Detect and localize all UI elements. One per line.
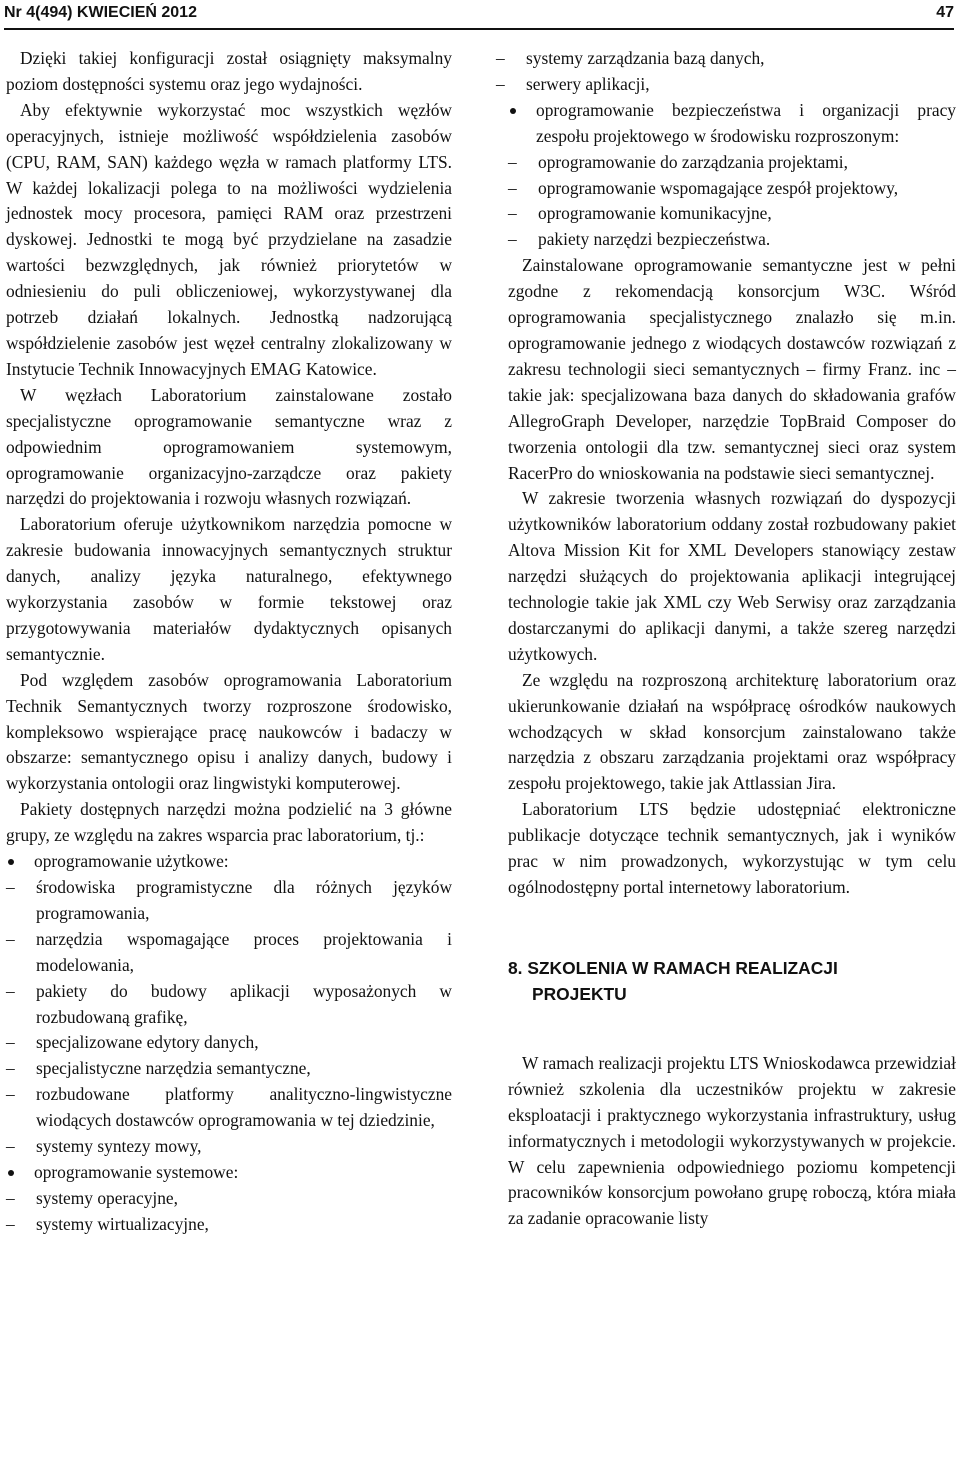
list-item-text: środowiska programistyczne dla różnych języków programowania, [36, 877, 452, 923]
dash-icon: – [6, 1187, 15, 1208]
dash-icon: – [6, 980, 15, 1001]
dash-icon: – [6, 1213, 15, 1234]
software-groups-list [6, 849, 452, 875]
left-column [6, 46, 452, 1238]
list-item [6, 1186, 452, 1212]
section-heading [508, 955, 956, 1007]
dash-icon: – [508, 151, 517, 172]
list-item-text: oprogramowanie komunikacyjne, [538, 203, 772, 224]
page-number: 47 [936, 4, 954, 21]
paragraph: Dzięki takiej konfiguracji został osiągnięty maksymalny poziom dostępności systemu oraz jego wydajności. [6, 48, 452, 94]
list-item [6, 1056, 452, 1082]
paragraph: Pakiety dostępnych narzędzi można podzielić na 3 główne grupy, ze względu na zakres wsparcia prac laboratorium, tj.: [6, 799, 452, 846]
list-item-text: pakiety narzędzi bezpieczeństwa. [538, 229, 771, 250]
list-item [508, 227, 956, 253]
dash-icon: – [6, 877, 15, 897]
page-header [0, 0, 960, 32]
bullet-icon [8, 1170, 14, 1176]
list-item [6, 927, 452, 979]
bullet-icon [8, 859, 14, 865]
list-item [6, 1082, 452, 1134]
bullet-label: oprogramowanie bezpieczeństwa i organizacji pracy zespołu projektowego w środowisku rozproszonym: [536, 99, 956, 146]
list-item [6, 1212, 452, 1238]
dash-icon: – [508, 203, 517, 224]
list-item-text: systemy wirtualizacyjne, [36, 1213, 209, 1234]
paragraph: Pod względem zasobów oprogramowania Laboratorium Technik Semantycznych tworzy rozproszone środowisko, kompleksowo wspierające pracę naukowców i badaczy w obszarze: semantycznego opisu i analizy danych, budowy i wykorzystania ontologii oraz lingwistyki komputerowej. [6, 669, 452, 794]
list-item [6, 979, 452, 1031]
list-item-text: serwery aplikacji, [526, 73, 650, 94]
software-groups-list [508, 98, 956, 150]
section-heading-line: PROJEKTU [532, 983, 627, 1004]
paragraph: W ramach realizacji projektu LTS Wnioskodawca przewidział również szkolenia dla uczestników projektu w zakresie eksploatacji i praktycznego wykorzystania infrastruktury, usług informatycznych i metodologii wykorzystywanych w projekcie. W celu zapewnienia odpowiedniego poziomu kompetencji pracowników konsorcjum powołano grupę roboczą, która miała za zadanie opracowanie listy [508, 1052, 956, 1229]
list-item [6, 1160, 452, 1186]
software-groups-list [6, 1160, 452, 1186]
paragraph: W węzłach Laboratorium zainstalowane zostało specjalistyczne oprogramowanie semantyczne wraz z odpowiednim oprogramowaniem systemowym, oprogramowanie organizacyjno-zarządcze oraz pakiety narzędzi do projektowania i rozwoju własnych rozwiązań. [6, 384, 452, 509]
paragraph: W zakresie tworzenia własnych rozwiązań do dyspozycji użytkowników laboratorium oddany został rozbudowany pakiet Altova Mission Kit for XML Developers stanowiący zestaw narzędzi służących do projektowania aplikacji integrującej technologie takie jak XML czy Web Serwisy oraz zarządzania dostarczanymi do aplikacji danymi, a także szereg narzędzi użytkowych. [508, 488, 956, 664]
issue-label: Nr 4(494) KWIECIEŃ 2012 [4, 4, 197, 21]
security-software-list [508, 150, 956, 254]
list-item-text: specjalizowane edytory danych, [36, 1032, 259, 1053]
system-software-list [6, 1186, 452, 1238]
paragraph: Ze względu na rozproszoną architekturę laboratorium oraz ukierunkowanie działań na współpracę ośrodków naukowych wchodzących w skład konsorcjum zainstalowano także narzędzia z obszaru zarządzania projektami oraz współpracy zespołu projektowego, takie jak Attlassian Jira. [508, 669, 956, 794]
list-item [6, 875, 452, 927]
system-software-list-continued [496, 46, 956, 98]
user-software-list [6, 875, 452, 1160]
dash-icon: – [6, 928, 15, 949]
section-heading-line: 8. SZKOLENIA W RAMACH REALIZACJI [508, 957, 838, 978]
paragraph: Laboratorium LTS będzie udostępniać elektroniczne publikacje dotyczące technik semantycznych, jak i wyników prac w nim prowadzonych, wykorzystując w tym celu ogólnodostępny portal internetowy laboratorium. [508, 799, 956, 897]
dash-icon: – [496, 73, 505, 94]
list-item-text: systemy syntezy mowy, [36, 1136, 202, 1157]
list-item-text: oprogramowanie wspomagające zespół projektowy, [538, 177, 899, 198]
right-column [496, 46, 956, 1232]
list-item [508, 176, 956, 202]
list-item-text: specjalistyczne narzędzia semantyczne, [36, 1058, 311, 1079]
list-item [508, 150, 956, 176]
bullet-label: oprogramowanie systemowe: [34, 1161, 239, 1182]
list-item [508, 98, 956, 150]
list-item [496, 46, 956, 72]
paragraph: Aby efektywnie wykorzystać moc wszystkich węzłów operacyjnych, istnieje możliwość współdzielenia zasobów (CPU, RAM, SAN) każdego węzła w ramach platformy LTS. W każdej lokalizacji polega to na możliwości wydzielenia jednostek mocy procesora, pamięci RAM oraz przestrzeni dyskowej. Jednostki te mogą być przydzielane na zasadzie wartości bezwzględnych, jak również priorytetów w odniesieniu do puli obliczeniowej, wykorzystywanej dla potrzeb działań lokalnych. Jednostką nadzorującą współdzielenie zasobów jest węzeł centralny zlokalizowany w Instytucie Technik Innowacyjnych EMAG Katowice. [6, 99, 452, 379]
paragraph: Zainstalowane oprogramowanie semantyczne jest w pełni zgodne z rekomendacją konsorcjum W3C. Wśród oprogramowania specjalistycznego znalazło się m.in. oprogramowanie jednego z wiodących dostawców rozwiązań z zakresu technologii sieci semantycznych – firmy Franz. inc – takie jak: specjalizowana baza danych do składowania grafów AllegroGraph Developer, narzędzie TopBraid Composer do tworzenia ontologii dla tzw. semantycznej sieci oraz system RacerPro do wnioskowania na podstawie sieci semantycznej. [508, 255, 956, 483]
list-item-text: oprogramowanie do zarządzania projektami, [538, 151, 848, 172]
bullet-icon [510, 108, 516, 114]
list-item [6, 849, 452, 875]
dash-icon: – [496, 48, 505, 68]
list-item [496, 72, 956, 98]
bullet-label: oprogramowanie użytkowe: [34, 851, 229, 872]
dash-icon: – [6, 1136, 15, 1157]
dash-icon: – [6, 1032, 15, 1053]
list-item [6, 1030, 452, 1056]
list-item [508, 201, 956, 227]
list-item-text: rozbudowane platformy analityczno-lingwistyczne wiodących dostawców oprogramowania w tej dziedzinie, [36, 1084, 452, 1131]
list-item-text: systemy operacyjne, [36, 1187, 178, 1208]
list-item-text: pakiety do budowy aplikacji wyposażonych w rozbudowaną grafikę, [36, 980, 452, 1027]
dash-icon: – [6, 1084, 15, 1105]
dash-icon: – [6, 1058, 15, 1079]
paragraph: Laboratorium oferuje użytkownikom narzędzia pomocne w zakresie budowania innowacyjnych semantycznych struktur danych, analizy języka naturalnego, efektywnego wykorzystania zasobów w formie tekstowej oraz przygotowywania materiałów dydaktycznych opisanych semantycznie. [6, 514, 452, 664]
list-item-text: systemy zarządzania bazą danych, [526, 48, 765, 68]
header-rule [4, 28, 954, 30]
dash-icon: – [508, 177, 517, 198]
list-item-text: narzędzia wspomagające proces projektowania i modelowania, [36, 928, 452, 975]
list-item [6, 1134, 452, 1160]
dash-icon: – [508, 229, 517, 250]
